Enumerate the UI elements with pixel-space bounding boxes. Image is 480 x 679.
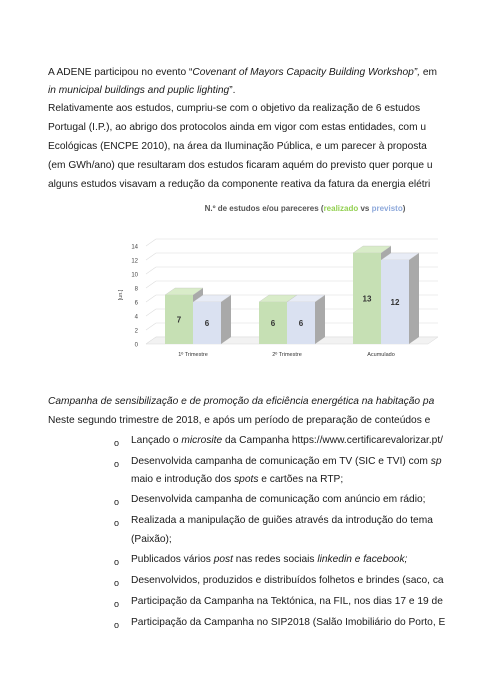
paragraph1-line2: [48, 84, 235, 98]
bar-side: [221, 295, 231, 344]
gridline-diagonal: [146, 309, 156, 316]
bullet-tv-campaign: [131, 455, 442, 469]
bullet-text: e cartões na RTP;: [258, 474, 344, 485]
data-label: 6: [298, 319, 304, 328]
bullet-scripts-line2: (Paixão);: [131, 534, 172, 545]
section2-intro: Neste segundo trimestre de 2018, e após um período de preparação de conteúdos e: [48, 415, 431, 426]
data-label: 6: [270, 319, 276, 328]
y-tick-label: 0: [134, 342, 138, 349]
paragraph2-line: (em GWh/ano) que resultaram dos estudos ficaram aquém do previsto quer porque u: [48, 160, 433, 171]
gridline-diagonal: [146, 295, 156, 302]
bullet-marker: o: [114, 599, 120, 609]
bullet-text-italic: linkedin e facebook;: [317, 554, 408, 565]
paragraph1-text: A ADENE participou no evento “: [48, 67, 193, 78]
bullet-text: Publicados vários: [131, 554, 214, 565]
gridline-diagonal: [146, 253, 156, 260]
y-tick-label: 2: [134, 328, 138, 335]
data-label: 7: [176, 315, 182, 325]
bullet-text-italic: post: [213, 554, 233, 565]
bullet-text-italic: sp: [430, 456, 442, 467]
bullet-tv-campaign-line2: [131, 473, 343, 487]
x-tick-label: 1º Trimestre: [178, 352, 208, 358]
paragraph2-line: Relativamente aos estudos, cumpriu-se com o objetivo da realização de 6 estudos: [48, 103, 421, 114]
bullet-tektonica: Participação da Campanha na Tektónica, na FIL, nos dias 17 e 19 de: [131, 596, 443, 607]
bullet-social: [131, 553, 407, 567]
y-tick-label: 4: [134, 314, 138, 321]
gridline-diagonal: [146, 323, 156, 330]
paragraph1-line1: [48, 66, 437, 80]
bullet-text-italic: microsite: [181, 435, 223, 446]
bullet-scripts: Realizada a manipulação de guiões através da introdução do tema: [131, 515, 433, 526]
bullet-marker: o: [114, 497, 120, 507]
data-label: 6: [204, 319, 210, 328]
paragraph2-line: Portugal (I.P.), ao abrigo dos protocolos ainda em vigor com estas entidades, com u: [48, 122, 427, 133]
bullet-marker: o: [114, 438, 120, 448]
data-label: 13: [362, 294, 372, 304]
x-tick-label: 2º Trimestre: [272, 352, 302, 358]
paragraph1-text-end: em: [420, 67, 438, 78]
y-tick-label: 8: [134, 286, 138, 293]
bullet-sip2018: Participação da Campanha no SIP2018 (Salão Imobiliário do Porto, E: [131, 617, 446, 628]
bar-side: [409, 253, 419, 344]
bullet-text: Lançado o: [131, 435, 182, 446]
section2-heading: Campanha de sensibilização e de promoção da eficiência energética na habitação pa: [48, 396, 435, 407]
bullet-text: nas redes sociais: [232, 554, 318, 565]
studies-bar-chart: [110, 200, 440, 362]
event-topic: in municipal buildings and puplic lighting: [48, 85, 230, 96]
bullet-marker: o: [114, 459, 120, 469]
bullet-marker: o: [114, 518, 120, 528]
y-axis-label: [un.]: [118, 289, 124, 301]
data-label: 12: [390, 298, 400, 307]
bullet-marker: o: [114, 557, 120, 567]
paragraph2-line: Ecológicas (ENCPE 2010), na área da Iluminação Pública, e um parecer à proposta: [48, 141, 427, 152]
bullet-marker: o: [114, 578, 120, 588]
x-tick-label: Acumulado: [367, 352, 395, 358]
gridline-diagonal: [146, 267, 156, 274]
y-tick-label: 6: [134, 300, 138, 307]
paragraph2-line: alguns estudos visavam a redução da componente reativa da fatura da energia elétri: [48, 179, 431, 190]
bullet-leaflets: Desenvolvidos, produzidos e distribuídos folhetos e brindes (saco, ca: [131, 575, 444, 586]
gridline-diagonal: [146, 281, 156, 288]
bullet-radio: Desenvolvida campanha de comunicação com anúncio em rádio;: [131, 494, 426, 505]
y-tick-label: 10: [131, 272, 138, 279]
y-tick-label: 14: [131, 244, 138, 251]
chart-title: N.º de estudos e/ou pareceres (realizado vs previsto): [204, 204, 406, 213]
bullet-text: maio e introdução dos: [131, 474, 235, 485]
bar-side: [315, 295, 325, 344]
bullet-marker: o: [114, 620, 120, 630]
microsite-link[interactable]: da Campanha https://www.certificarevalorizar.pt/: [222, 435, 444, 446]
y-tick-label: 12: [131, 258, 138, 265]
gridline-diagonal: [146, 239, 156, 246]
bullet-text-italic: spots: [234, 474, 259, 485]
bullet-text: Desenvolvida campanha de comunicação em TV (SIC e TVI) com: [131, 456, 431, 467]
paragraph1-line2-end: ”.: [229, 85, 236, 96]
event-name: Covenant of Mayors Capacity Building Workshop”,: [192, 67, 421, 78]
bullet-microsite: [131, 434, 443, 448]
